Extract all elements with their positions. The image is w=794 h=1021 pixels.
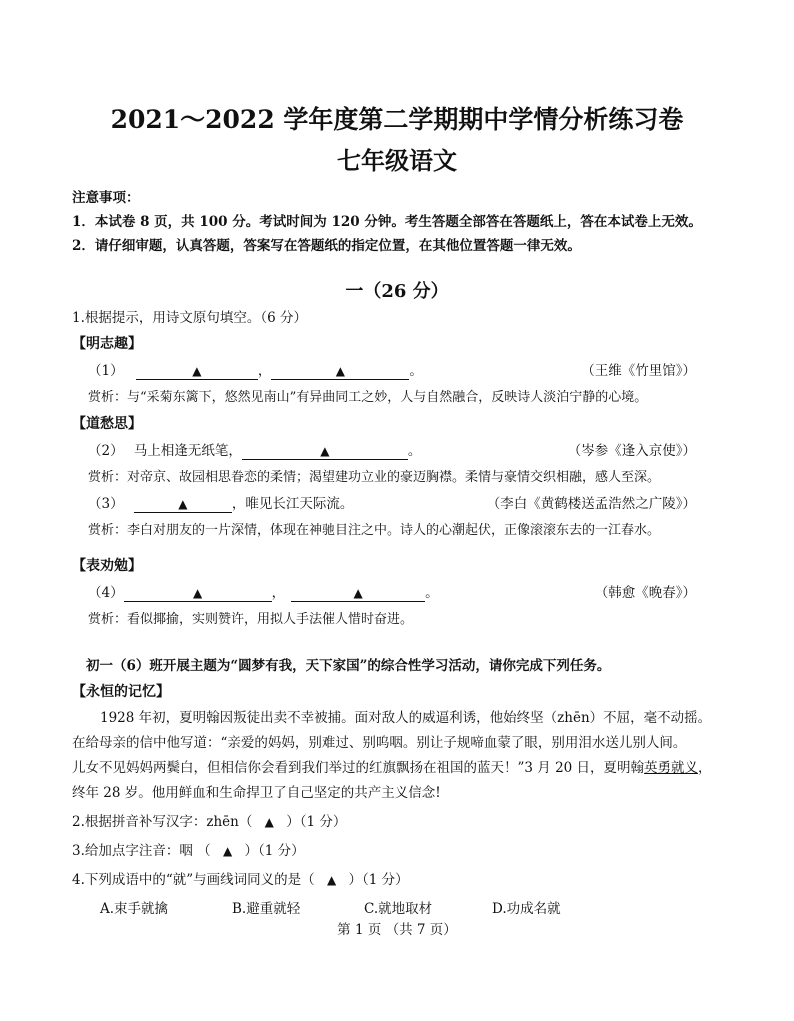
q-text: 3.给加点字注音：咽 （	[72, 843, 211, 859]
question-2	[72, 810, 346, 830]
page-footer: 第 1 页 （共 7 页）	[337, 922, 457, 938]
triangle-icon: ▲	[335, 364, 345, 378]
answer-blank[interactable]	[134, 497, 232, 513]
source-wangwei: （王维《竹里馆》）	[581, 363, 696, 379]
answer-blank[interactable]	[136, 364, 258, 380]
triangle-icon: ▲	[192, 586, 203, 600]
punct: ，	[698, 760, 712, 776]
answer-blank[interactable]	[291, 586, 425, 602]
q-text: 4.下列成语中的“就”与画线词同义的是（	[72, 872, 315, 888]
punct: ，	[271, 585, 286, 601]
line-text: ，唯见长江天际流。	[231, 496, 354, 512]
fill-line-1	[88, 359, 423, 380]
punct: ，	[257, 363, 272, 379]
source-censhen: （岑参《逢入京使》）	[567, 443, 696, 459]
line-number: （3）	[88, 496, 124, 512]
line-number: （1）	[88, 363, 124, 379]
answer-blank[interactable]	[124, 586, 272, 602]
punct: 。	[407, 443, 422, 459]
source-libai: （李白《黄鹤楼送孟浩然之广陵》）	[486, 496, 696, 512]
option-b[interactable]: B.避重就轻	[232, 901, 301, 917]
fill-line-3	[88, 492, 353, 513]
fill-line-2	[88, 439, 421, 460]
question-1: 1.根据提示，用诗文原句填空。（6 分）	[72, 310, 308, 326]
q-text: 2.根据拼音补写汉字：zhēn（	[72, 814, 253, 830]
group-label-zhiqu: 【明志趣】	[72, 336, 142, 352]
fill-line-4	[88, 581, 439, 602]
line-number: （4）	[88, 585, 124, 601]
passage-line-3	[72, 756, 712, 776]
appreciation-3: 赏析：李白对朋友的一片深情，体现在神驰目注之中。诗人的心潮起伏，正像滚滚东去的一江春水。	[88, 523, 661, 538]
option-a[interactable]: A.束手就擒	[100, 901, 169, 917]
appreciation-1: 赏析：与“采菊东篱下，悠然见南山”有异曲同工之妙，人与自然融合，反映诗人淡泊宁静的心境。	[88, 390, 648, 405]
passage-line-1: 1928 年初，夏明翰因叛徒出卖不幸被捕。面对敌人的威逼利诱，他始终坚（zhēn）不屈，毫不动摇。	[100, 710, 712, 726]
q-text: ）（1 分）	[244, 843, 305, 859]
notes-heading: 注意事项：	[72, 190, 140, 206]
group-label-jiyi: 【永恒的记忆】	[72, 684, 170, 700]
appreciation-2: 赏析：对帝京、故园相思眷恋的柔情；渴望建功立业的豪迈胸襟。柔情与豪情交织相融，感人至深。	[88, 470, 661, 485]
exam-title: 2021～2022 学年度第二学期期中学情分析练习卷	[110, 105, 684, 134]
question-4	[72, 868, 409, 888]
notes-item-1: 1．本试卷 8 页，共 100 分。考试时间为 120 分钟。考生答题全部答在答题纸上，答在本试卷上无效。	[72, 214, 702, 230]
appreciation-4: 赏析：看似揶揄，实则赞许，用拟人手法催人惜时奋进。	[88, 612, 414, 627]
option-d[interactable]: D.功成名就	[492, 901, 561, 917]
q-text: ）（1 分）	[286, 814, 347, 830]
passage-text: 儿女不见妈妈两鬓白，但相信你会看到我们举过的红旗飘扬在祖国的蓝天！”3 月 20 日，夏明翰	[72, 760, 645, 776]
triangle-icon: ▲	[178, 497, 188, 511]
passage-line-4: 终年 28 岁。他用鲜血和生命捍卫了自己坚定的共产主义信念!	[72, 785, 441, 801]
group-label-chousi: 【道愁思】	[72, 416, 142, 432]
punct: 。	[409, 363, 423, 379]
punct: 。	[425, 585, 439, 601]
question-3	[72, 839, 305, 859]
source-hanyu: （韩愈《晚春》）	[594, 585, 696, 601]
triangle-icon: ▲	[264, 815, 274, 829]
answer-blank[interactable]	[242, 444, 408, 460]
triangle-icon: ▲	[353, 586, 363, 600]
line-text: 马上相逢无纸笔，	[133, 443, 242, 459]
triangle-icon: ▲	[326, 873, 337, 887]
q-text: ）（1 分）	[348, 872, 409, 888]
triangle-icon: ▲	[192, 364, 202, 378]
notes-item-2: 2．请仔细审题，认真答题，答案写在答题纸的指定位置，在其他位置答题一律无效。	[72, 238, 581, 254]
section-heading: 一（26 分）	[345, 281, 449, 302]
line-number: （2）	[88, 443, 124, 459]
triangle-icon: ▲	[222, 844, 233, 858]
triangle-icon: ▲	[320, 444, 330, 458]
answer-blank[interactable]	[271, 364, 409, 380]
group-label-quanmian: 【表劝勉】	[72, 558, 142, 574]
option-c[interactable]: C.就地取材	[364, 901, 433, 917]
activity-intro: 初一（6）班开展主题为“圆梦有我，天下家国”的综合性学习活动，请你完成下列任务。	[86, 658, 611, 674]
exam-subtitle: 七年级语文	[337, 146, 457, 175]
passage-line-2: 在给母亲的信中他写道：“亲爱的妈妈，别难过、别呜咽。别让子规啼血蒙了眼，别用泪水送儿别人间。	[72, 735, 687, 751]
underlined-word: 英勇就义	[644, 760, 699, 776]
